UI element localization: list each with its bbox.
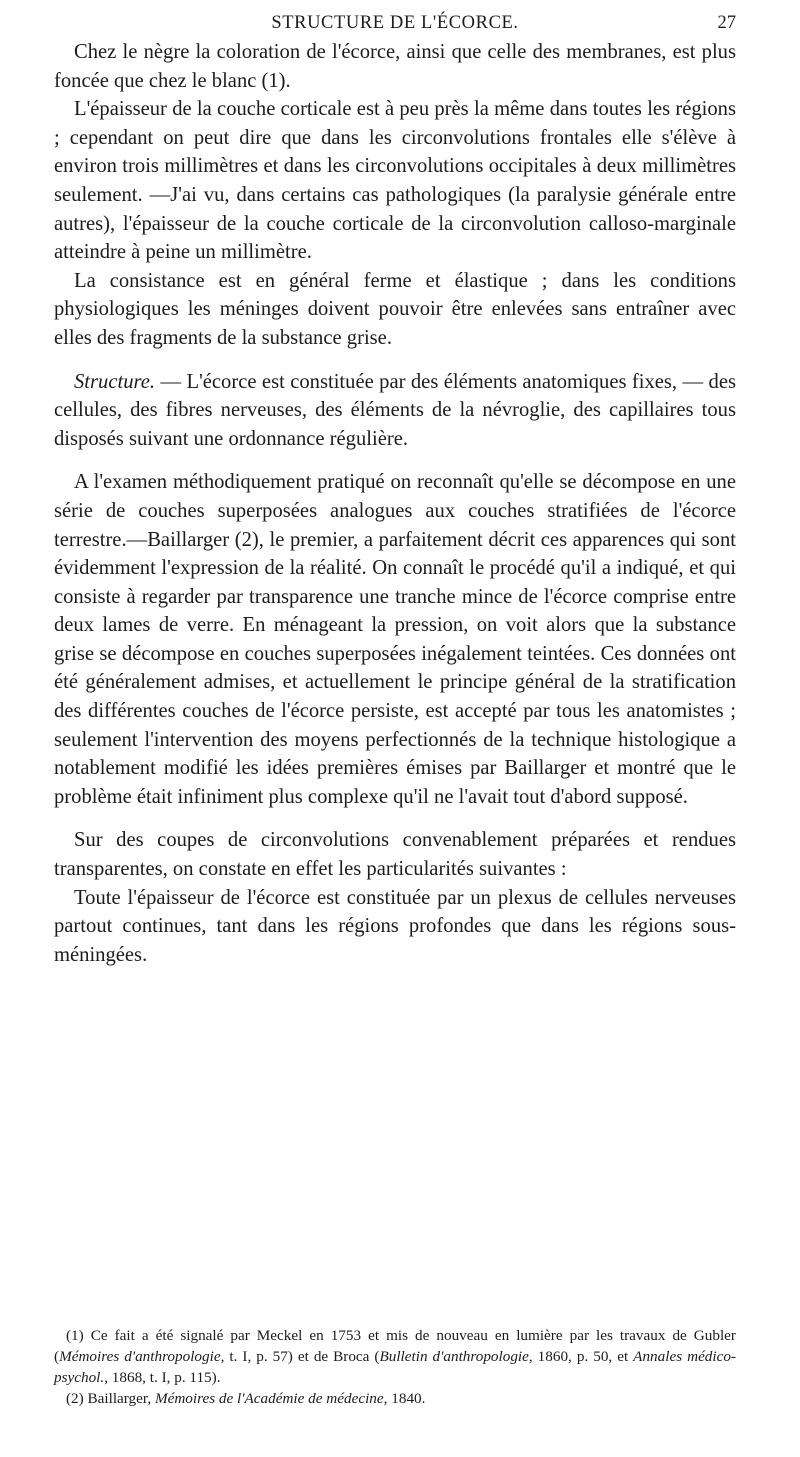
footnote-2: (2) Baillarger, Mémoires de l'Académie de médecine, 1840. <box>66 1390 426 1407</box>
paragraph-consistance: La consistance est en général ferme et élastique ; dans les conditions physiologiques les méninges doivent pouvoir être enlevées sans entraîner avec elles des fragments de la substance grise. <box>54 269 736 349</box>
footnote-1: (1) Ce fait a été signalé par Meckel en 1753 et mis de nouveau en lumière par les travaux de Gubler (Mémoires d'anthropologie, t. I, p. 57) et de Broca (Bulletin d'anthropologie, 1860, p. 50, et Annales médico-psychol., 1868, t. I, p. 115). <box>54 1327 737 1386</box>
paragraph-coupes: Sur des coupes de circonvolutions convenablement préparées et rendues transparentes, on constate en effet les particularités suivantes : <box>54 829 736 881</box>
section-heading-structure: Structure. <box>74 370 156 393</box>
paragraph-examen: A l'examen méthodiquement pratiqué on reconnaît qu'elle se décompose en une série de couches superposées analogues aux couches stratifiées de l'écorce terrestre.—Baillarger (2), le premier, a parfaitement décrit ces apparences qui sont évidemment l'expression de la réalité. On connaît le procédé qu'il a indiqué, et qui consiste à regarder par transparence une tranche mince de l'écorce comprise entre deux lames de verre. En ménageant la pression, on voit alors que la substance grise se décompose en couches superposées inégalement teintées. Ces données ont été généralement admises, et actuellement le principe général de la stratification des différentes couches de l'écorce persiste, est accepté par tous les anatomistes ; seulement l'intervention des moyens perfectionnés de la technique histologique a notablement modifié les idées premières émises par Baillarger et montré que le problème était infiniment plus complexe qu'il ne l'avait tout d'abord supposé. <box>54 471 736 808</box>
footnotes <box>54 1325 736 1409</box>
paragraph-structure <box>54 368 736 454</box>
page-number: 27 <box>717 13 736 33</box>
running-title: STRUCTURE DE L'ÉCORCE. <box>271 13 519 33</box>
structure-text: — L'écorce est constituée par des éléments anatomiques fixes, — des cellules, des fibres nerveuses, des éléments de la névroglie, des capillaires tous disposés suivant une ordonnance régulière. <box>54 370 736 450</box>
paragraph-epaisseur: L'épaisseur de la couche corticale est à peu près la même dans toutes les régions ; cependant on peut dire que dans les circonvolutions frontales elle s'élève à environ trois millimètres et dans les circonvolutions occipitales à deux millimètres seulement. —J'ai vu, dans certains cas pathologiques (la paralysie générale entre autres), l'épaisseur de la couche corticale de la circonvolution calloso-marginale atteindre à peine un millimètre. <box>54 98 736 264</box>
running-header <box>54 10 736 36</box>
paragraph-plexus: Toute l'épaisseur de l'écorce est constituée par un plexus de cellules nerveuses partout continues, tant dans les régions profondes que dans les régions sous-méningées. <box>54 886 736 966</box>
paragraph-coloration: Chez le nègre la coloration de l'écorce, ainsi que celle des membranes, est plus foncée que chez le blanc (1). <box>54 41 736 92</box>
body-text <box>54 38 736 969</box>
